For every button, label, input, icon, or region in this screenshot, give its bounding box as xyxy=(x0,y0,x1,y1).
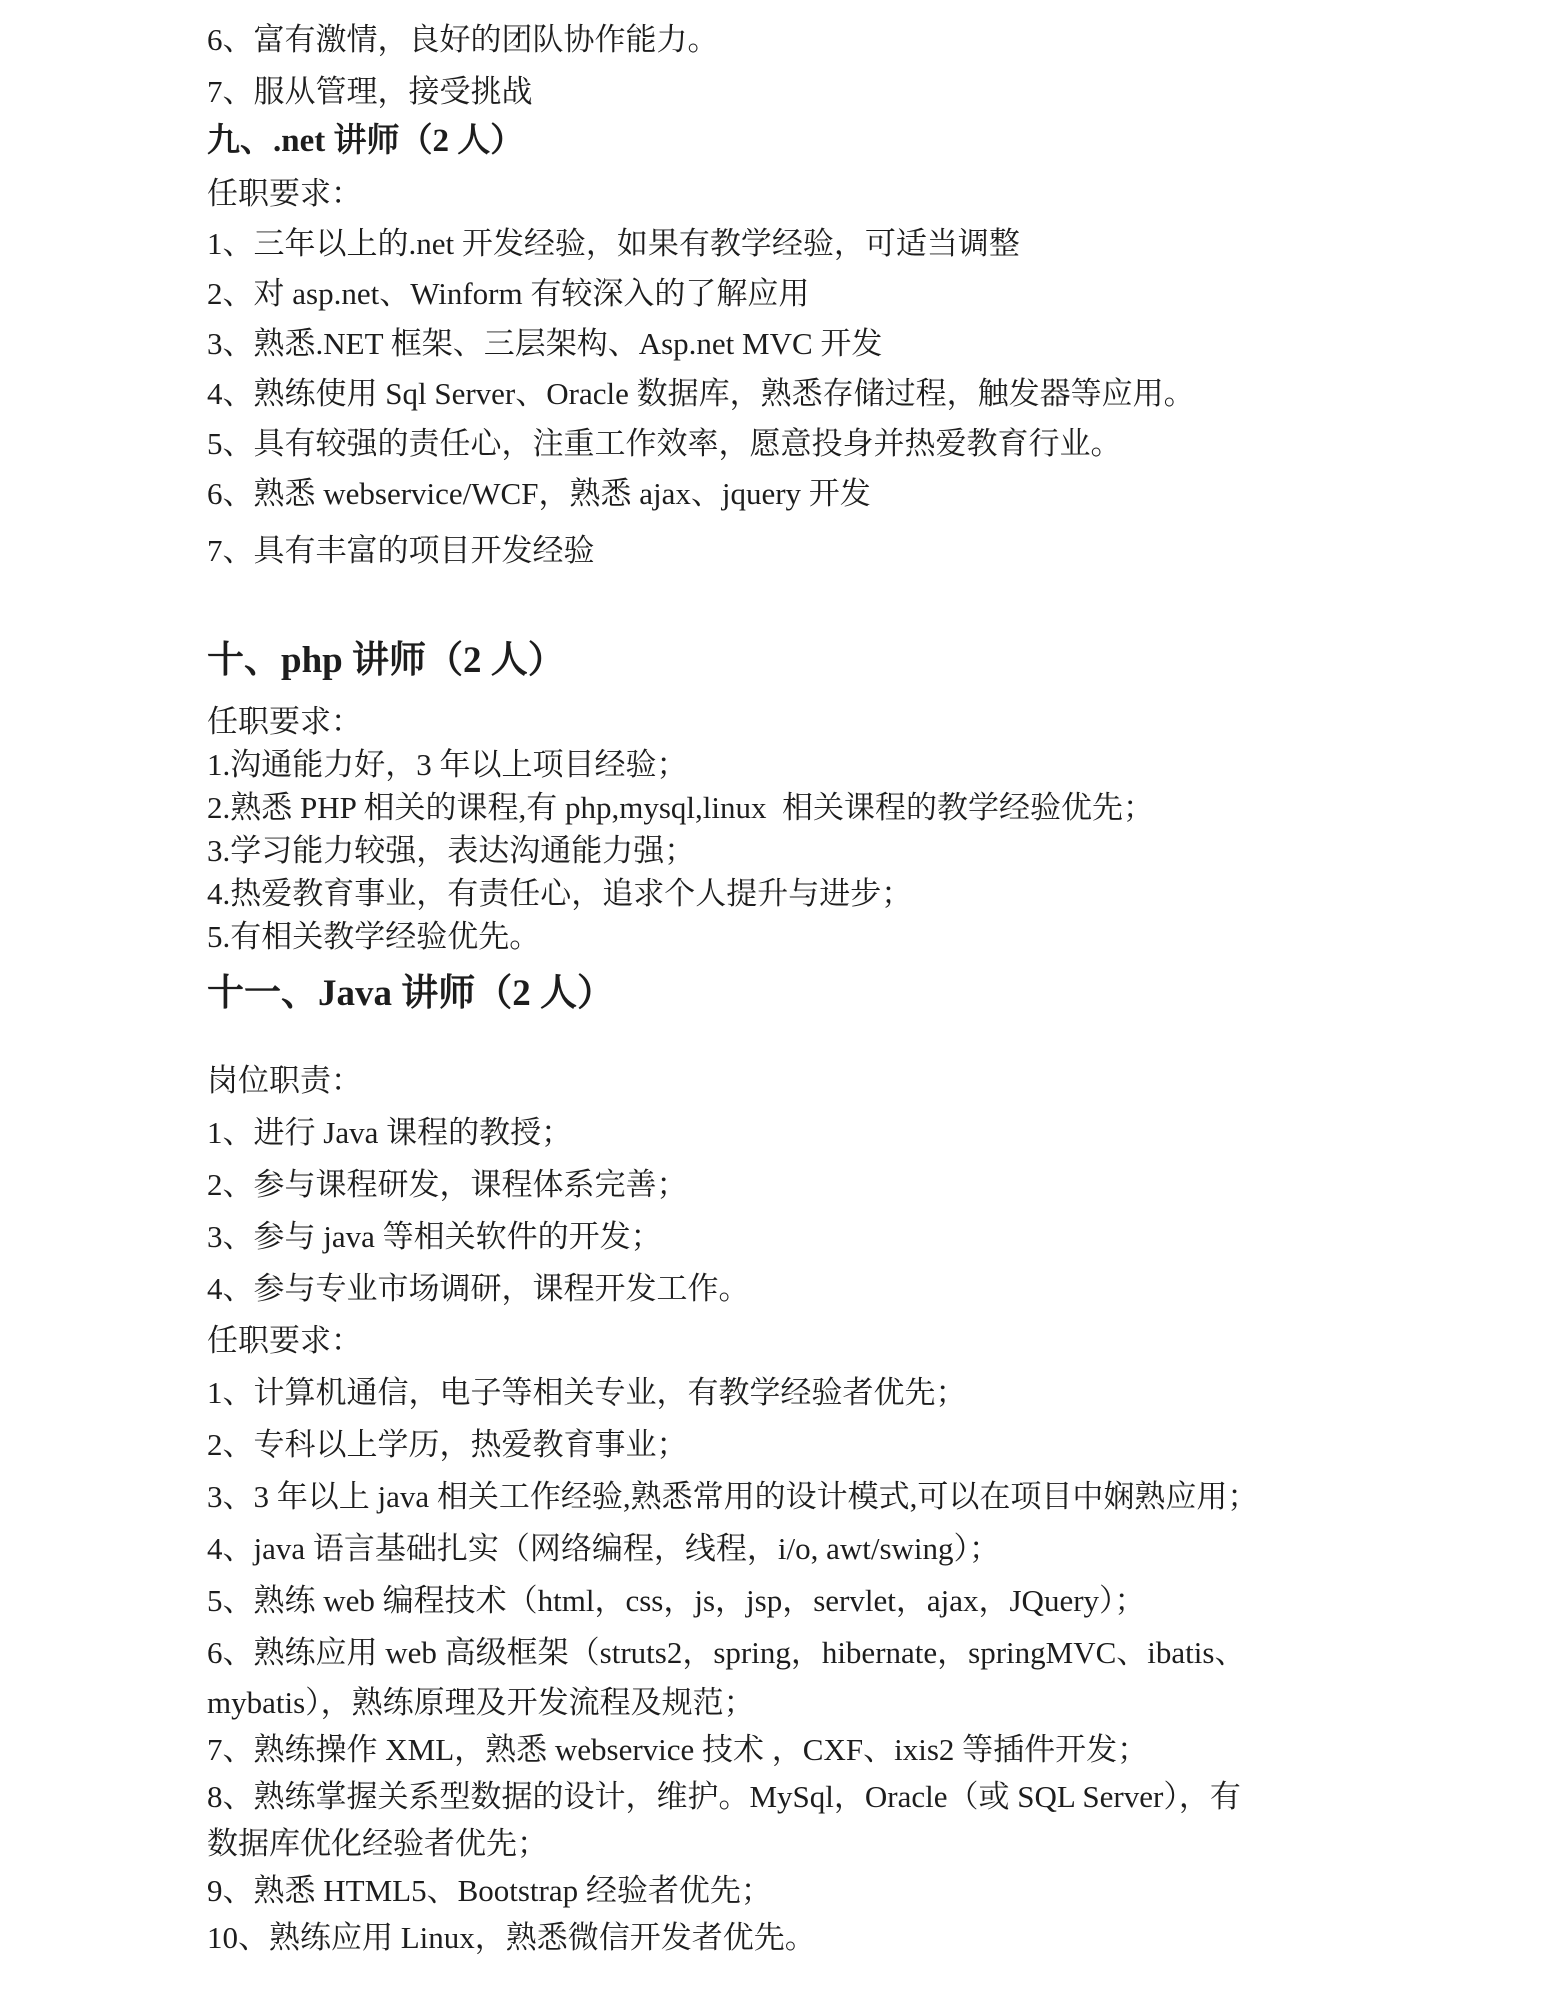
doc-line: 数据库优化经验者优先； xyxy=(207,1826,548,1861)
doc-line: 1、计算机通信，电子等相关专业，有教学经验者优先； xyxy=(207,1375,967,1410)
doc-line: 4、参与专业市场调研，课程开发工作。 xyxy=(207,1271,750,1306)
doc-line: 5.有相关教学经验优先。 xyxy=(207,919,541,954)
doc-line: 6、富有激情，良好的团队协作能力。 xyxy=(207,22,719,57)
doc-line: 2、专科以上学历，热爱教育事业； xyxy=(207,1427,688,1462)
doc-line: 岗位职责： xyxy=(207,1063,362,1098)
doc-line: 5、具有较强的责任心，注重工作效率，愿意投身并热爱教育行业。 xyxy=(207,426,1122,461)
doc-line: 3、参与 java 等相关软件的开发； xyxy=(207,1219,662,1254)
section-heading-net: 九、.net 讲师（2 人） xyxy=(207,123,524,159)
doc-line: 4.热爱教育事业，有责任心，追求个人提升与进步； xyxy=(207,876,913,911)
section-php xyxy=(207,700,1517,958)
doc-line: 4、java 语言基础扎实（网络编程，线程，i/o, awt/swing）； xyxy=(207,1531,1001,1566)
doc-line: 任职要求： xyxy=(207,704,362,739)
doc-line: 9、熟悉 HTML5、Bootstrap 经验者优先； xyxy=(207,1873,772,1908)
doc-line: 4、熟练使用 Sql Server、Oracle 数据库，熟悉存储过程，触发器等应用。 xyxy=(207,376,1195,411)
intro-block xyxy=(207,14,1517,118)
doc-line: 10、熟练应用 Linux，熟悉微信开发者优先。 xyxy=(207,1920,816,1955)
doc-line: 任职要求： xyxy=(207,176,362,211)
doc-line: 1、进行 Java 课程的教授； xyxy=(207,1115,573,1150)
section-heading-php: 十、php 讲师（2 人） xyxy=(207,640,565,681)
doc-line: 任职要求： xyxy=(207,1323,362,1358)
doc-line: 8、熟练掌握关系型数据的设计，维护。MySql，Oracle（或 SQL Server），有 xyxy=(207,1779,1241,1814)
doc-line: 7、服从管理，接受挑战 xyxy=(207,74,533,109)
doc-line: 1.沟通能力好，3 年以上项目经验； xyxy=(207,747,688,782)
doc-line: 3、3 年以上 java 相关工作经验,熟悉常用的设计模式,可以在项目中娴熟应用； xyxy=(207,1479,1259,1514)
doc-line: 1、三年以上的.net 开发经验，如果有教学经验，可适当调整 xyxy=(207,226,1020,261)
doc-line: 6、熟悉 webservice/WCF，熟悉 ajax、jquery 开发 xyxy=(207,476,871,511)
doc-line: 3、熟悉.NET 框架、三层架构、Asp.net MVC 开发 xyxy=(207,326,883,361)
section-java xyxy=(207,1055,1517,1961)
doc-line: 6、熟练应用 web 高级框架（struts2，spring，hibernate，springMVC、ibatis、 xyxy=(207,1635,1246,1670)
doc-line: 2、参与课程研发，课程体系完善； xyxy=(207,1167,688,1202)
doc-line: mybatis），熟练原理及开发流程及规范； xyxy=(207,1685,755,1720)
doc-line: 7、熟练操作 XML，熟悉 webservice 技术 ，CXF、ixis2 等插件开发； xyxy=(207,1732,1149,1767)
doc-line: 5、熟练 web 编程技术（html，css，js，jsp，servlet，ajax，JQuery）； xyxy=(207,1583,1146,1618)
doc-line: 2.熟悉 PHP 相关的课程,有 php,mysql,linux 相关课程的教学经验优先； xyxy=(207,790,1154,825)
section-net xyxy=(207,169,1517,576)
section-heading-java: 十一、Java 讲师（2 人） xyxy=(207,973,614,1014)
doc-line: 3.学习能力较强，表达沟通能力强； xyxy=(207,833,696,868)
doc-line: 7、具有丰富的项目开发经验 xyxy=(207,533,595,568)
doc-line: 2、对 asp.net、Winform 有较深入的了解应用 xyxy=(207,276,810,311)
